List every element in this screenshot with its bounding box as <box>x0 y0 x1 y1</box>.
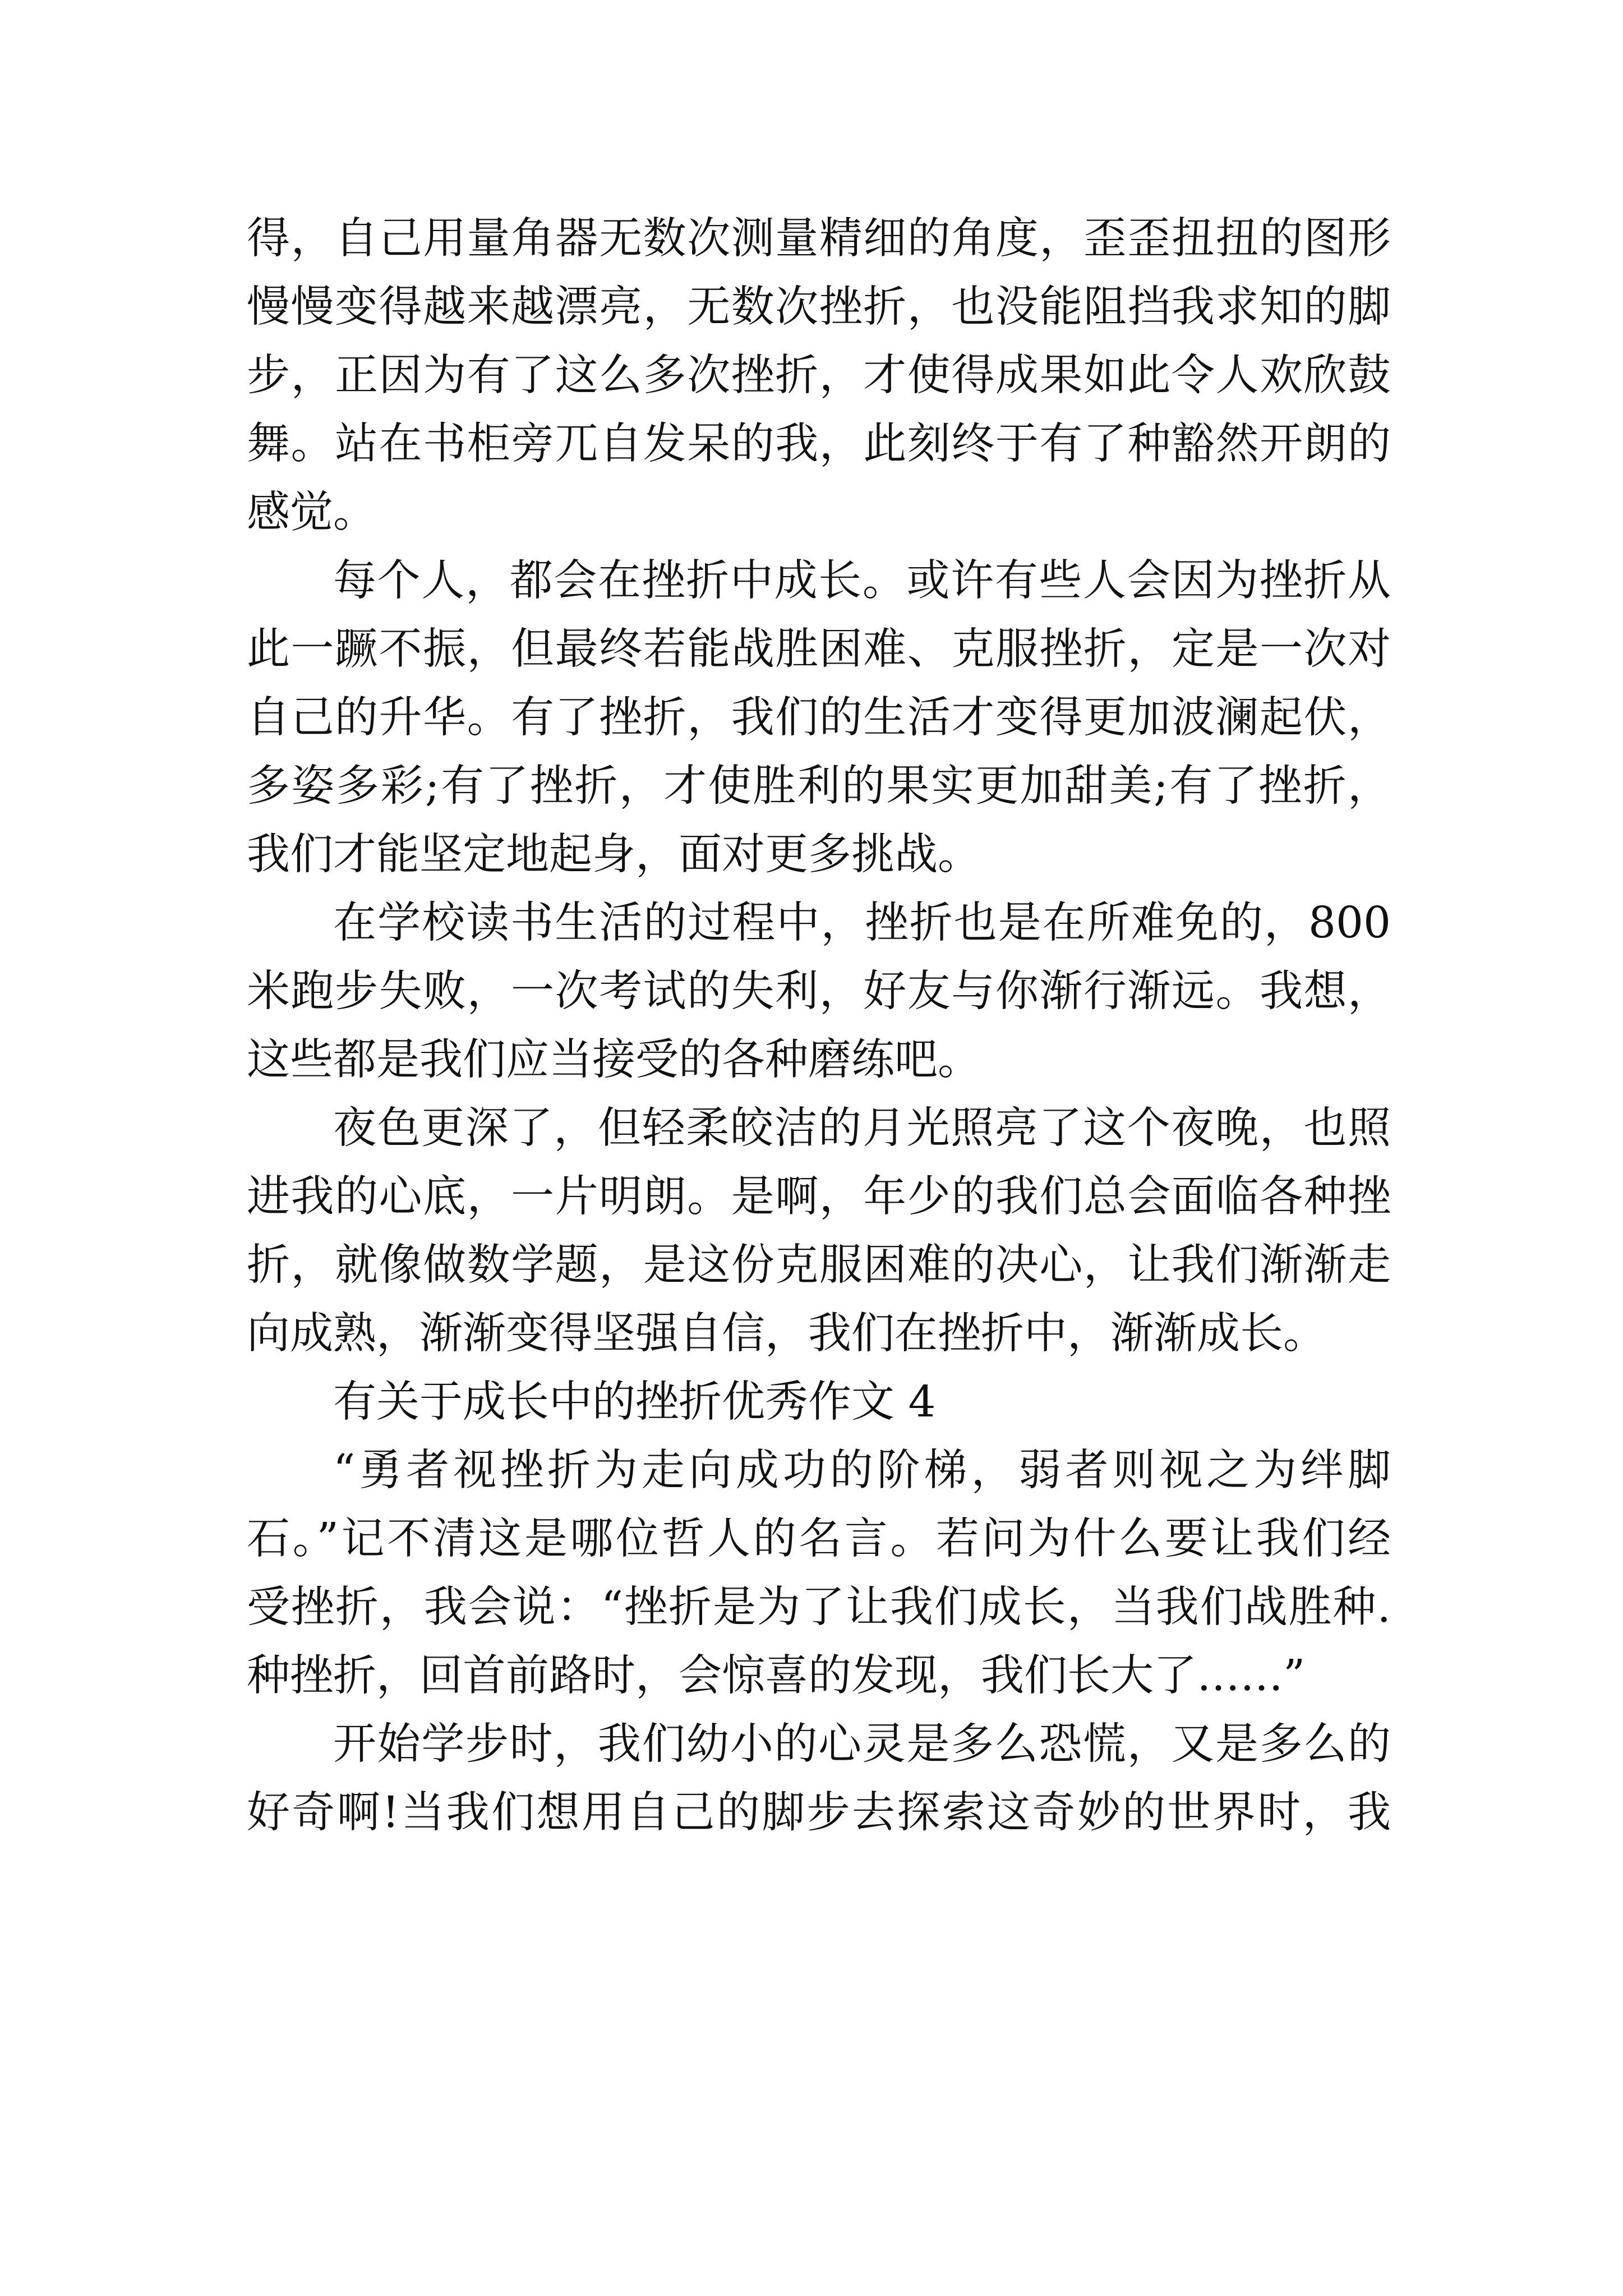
text-line: 向成熟，渐渐变得坚强自信，我们在挫折中，渐渐成长。 <box>247 1309 1326 1359</box>
text-line: 步，正因为有了这么多次挫折，才使得成果如此令人欢欣鼓 <box>247 351 1391 401</box>
text-line: 舞。站在书柜旁兀自发呆的我，此刻终于有了种豁然开朗的 <box>247 419 1391 469</box>
text-line: 自己的升华。有了挫折，我们的生活才变得更加波澜起伏， <box>247 693 1391 743</box>
text-line: 我们才能坚定地起身，面对更多挑战。 <box>247 830 981 880</box>
text-line: 这些都是我们应当接受的各种磨练吧。 <box>247 1035 981 1085</box>
text-line: 感觉。 <box>247 487 376 537</box>
text-line: 每个人，都会在挫折中成长。或许有些人会因为挫折从 <box>333 556 1391 606</box>
text-line: 折，就像做数学题，是这份克服困难的决心，让我们渐渐走 <box>247 1240 1391 1290</box>
text-line: 此一蹶不振，但最终若能战胜困难、克服挫折，定是一次对 <box>247 624 1391 674</box>
text-line: 慢慢变得越来越漂亮，无数次挫折，也没能阻挡我求知的脚 <box>247 282 1391 332</box>
text-line: 有关于成长中的挫折优秀作文 4 <box>333 1377 936 1427</box>
text-line: 得，自己用量角器无数次测量精细的角度，歪歪扭扭的图形 <box>247 214 1391 264</box>
text-line: 进我的心底，一片明朗。是啊，年少的我们总会面临各种挫 <box>247 1172 1391 1222</box>
text-line: 米跑步失败，一次考试的失利，好友与你渐行渐远。我想， <box>247 967 1391 1016</box>
text-line: 在学校读书生活的过程中，挫折也是在所难免的，800 <box>333 898 1391 948</box>
text-line: 受挫折，我会说：“挫折是为了让我们成长，当我们战胜种. <box>247 1582 1391 1632</box>
text-line: 夜色更深了，但轻柔皎洁的月光照亮了这个夜晚，也照 <box>333 1103 1391 1153</box>
text-line: 好奇啊!当我们想用自己的脚步去探索这奇妙的世界时，我 <box>247 1788 1391 1838</box>
text-line: “勇者视挫折为走向成功的阶梯，弱者则视之为绊脚 <box>333 1446 1391 1496</box>
text-line: 种挫折，回首前路时，会惊喜的发现，我们长大了……” <box>247 1651 1306 1701</box>
text-line: 石。”记不清这是哪位哲人的名言。若问为什么要让我们经 <box>247 1514 1391 1564</box>
body-text <box>247 205 1391 1847</box>
text-line: 多姿多彩;有了挫折，才使胜利的果实更加甜美;有了挫折， <box>247 761 1391 811</box>
text-line: 开始学步时，我们幼小的心灵是多么恐慌，又是多么的 <box>333 1719 1391 1769</box>
